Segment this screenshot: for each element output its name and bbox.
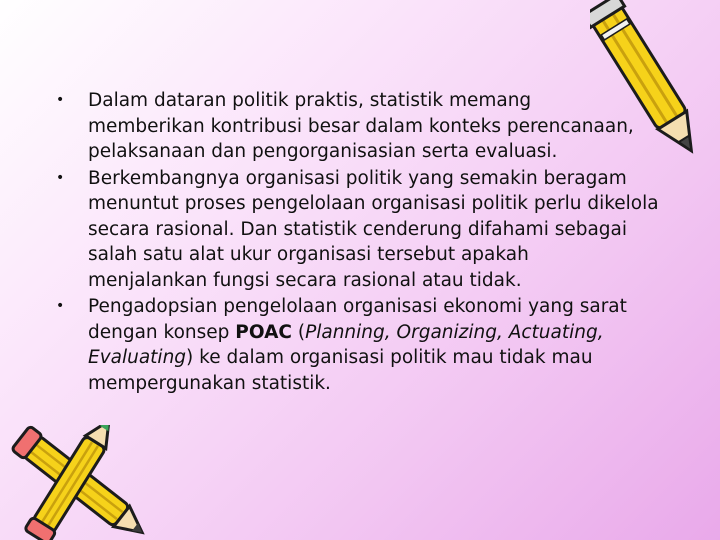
crossed-pencils-icon	[0, 425, 160, 540]
poac-term: POAC	[235, 321, 292, 343]
bullet-line	[88, 345, 662, 371]
bullet-item	[52, 88, 662, 165]
bullet-line: Pengadopsian pengelolaan organisasi ekonomi yang sarat	[88, 296, 627, 317]
bullet-dot: •	[56, 298, 65, 314]
poac-expansion: Planning, Organizing, Actuating,	[305, 321, 604, 343]
bullet-text: ) ke dalam organisasi politik mau tidak mau	[186, 347, 593, 368]
bullet-line: memberikan kontribusi besar dalam konteks perencanaan,	[88, 115, 634, 137]
bullet-line: Berkembangnya organisasi politik yang semakin beragam	[88, 167, 627, 189]
bullet-line: salah satu alat ukur organisasi tersebut apakah	[88, 244, 529, 265]
bullet-line: menjalankan fungsi secara rasional atau tidak.	[88, 269, 522, 291]
bullet-line: menuntut proses pengelolaan organisasi politik perlu dikelola	[88, 193, 659, 214]
bullet-line: pelaksanaan dan pengorganisasian serta evaluasi.	[88, 141, 558, 162]
bullet-dot: •	[56, 169, 65, 186]
bullet-item	[52, 166, 662, 294]
bullet-line: Dalam dataran politik praktis, statistik memang	[88, 90, 532, 111]
bullet-line	[88, 320, 662, 346]
bullet-list	[52, 88, 662, 397]
bullet-line: secara rasional. Dan statistik cenderung difahami sebagai	[88, 218, 628, 240]
bullet-text: (	[291, 321, 306, 343]
bullet-text: dengan konsep	[88, 321, 236, 343]
bullet-line: mempergunakan statistik.	[88, 372, 331, 394]
poac-expansion: Evaluating	[88, 347, 187, 368]
bullet-dot: •	[56, 92, 65, 108]
bullet-item	[52, 294, 662, 396]
